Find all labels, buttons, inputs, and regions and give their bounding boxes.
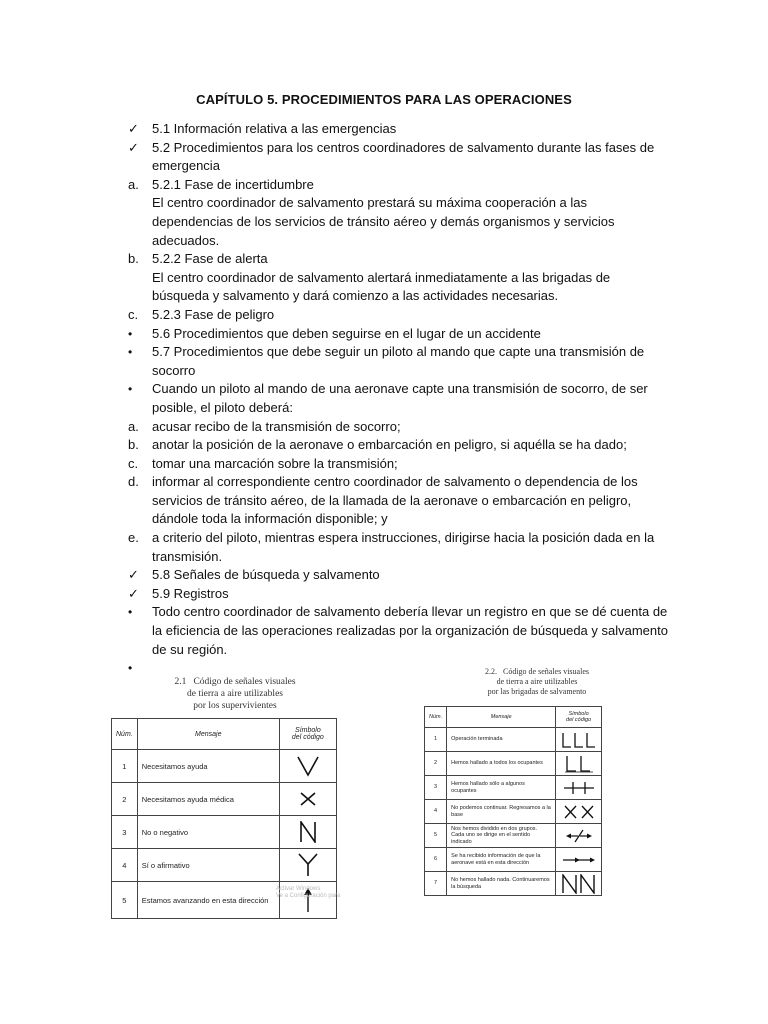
split-arrows-symbol-icon [556,824,602,848]
list-item: ✓ 5.9 Registros [128,585,668,604]
list-item: a. acusar recibo de la transmisión de socorro; [128,418,401,434]
table2-rescue-codes [424,706,602,896]
bullet-icon: • [128,382,133,397]
table-row: 5 Estamos avanzando en esta dirección [112,882,337,919]
activation-watermark: Activar Windows Ve a Configuración para [276,886,341,899]
paragraph: El centro coordinador de salvamento prestará su máxima cooperación a las dependencias de los servicios de tránsito aéreo y demás organismos y servicios adecuados. [152,195,615,248]
list-item: a. 5.2.1 Fase de incertidumbre [128,176,314,192]
list-item: ✓ 5.8 Señales de búsqueda y salvamento [128,566,668,585]
v-symbol-icon [279,750,336,783]
check-icon: ✓ [128,121,139,136]
lll-symbol-icon [556,728,602,752]
list-item: • 5.6 Procedimientos que deben seguirse en el lugar de un accidente [128,325,668,344]
table-row: 3 No o negativo [112,816,337,849]
bullet-icon: • [128,326,133,341]
list-item: c. tomar una marcación sobre la transmisión; [128,455,398,471]
plus-plus-symbol-icon [556,776,602,800]
list-item: e. a criterio del piloto, mientras espera instrucciones, dirigirse hacia la posición dada en la transmisión. [128,530,655,564]
bullet-icon: • [128,661,133,676]
ll-symbol-icon [556,752,602,776]
table1-caption: 2.1 Código de señales visuales de tierra a aire utilizables por los supervivientes [174,677,296,711]
table-row: 2 Hemos hallado a todos los ocupantes [425,752,602,776]
check-icon: ✓ [128,585,139,601]
header-message: Mensaje [447,707,556,728]
table2-caption: 2.2. Código de señales visuales de tierra a aire utilizables por las brigadas de salvamento [485,667,589,696]
bullet-icon: • [128,605,133,620]
table-row: 6 Se ha recibido información de que la aeronave está en esta dirección [425,848,602,872]
table-header-row [425,707,602,728]
paragraph: El centro coordinador de salvamento alertará inmediatamente a las brigadas de búsqueda y salvamento y dará comienzo a las actividades necesarias. [152,269,611,304]
nn-symbol-icon [556,872,602,896]
list-item: b. 5.2.2 Fase de alerta [128,251,268,267]
table-row: 2 Necesitamos ayuda médica [112,783,337,816]
header-symbol: Símbolo del código [556,707,602,728]
header-symbol: Símbolo del código [279,719,336,750]
list-item: d. informar al correspondiente centro coordinador de salvamento o dependencia de los servicios de tránsito aéreo, de la llamada de la aeronave o embarcación en peligro, dándole toda la información disponible; y [128,474,638,527]
table-row: 4 No podemos continuar. Regresamos a la base [425,800,602,824]
document-title: CAPÍTULO 5. PROCEDIMIENTOS PARA LAS OPERACIONES [196,92,572,107]
table-row: 3 Hemos hallado sólo a algunos ocupantes [425,776,602,800]
check-icon: ✓ [128,567,139,583]
list-item: c. 5.2.3 Fase de peligro [128,306,275,322]
header-num: Núm. [112,719,138,750]
double-arrow-right-symbol-icon [556,848,602,872]
list-item: • Todo centro coordinador de salvamento debería llevar un registro en que se dé cuenta de la eficiencia de las operaciones realizadas por la organización de búsqueda y salvamento de su región. [128,604,668,657]
table-header-row [112,719,337,750]
list-item: b. anotar la posición de la aeronave o embarcación en peligro, si aquélla se ha dado; [128,437,627,453]
header-message: Mensaje [137,719,279,750]
x-symbol-icon [279,783,336,816]
y-symbol-icon [279,849,336,882]
check-icon: ✓ [128,139,139,155]
header-num: Núm. [425,707,447,728]
table-row: 1 Operación terminada [425,728,602,752]
list-item: ✓ 5.1 Información relativa a las emergencias [128,120,668,139]
list-item: • 5.7 Procedimientos que debe seguir un piloto al mando que capte una transmisión de socorro [128,344,645,378]
table-row: 5 Nos hemos dividido en dos grupos. Cada uno se dirige en el sentido indicado [425,824,602,848]
bullet-icon: • [128,345,133,360]
list-item: • Cuando un piloto al mando de una aeronave capte una transmisión de socorro, de ser posible, el piloto deberá: [128,381,648,415]
xx-symbol-icon [556,800,602,824]
n-symbol-icon [279,816,336,849]
list-item: ✓ 5.2 Procedimientos para los centros coordinadores de salvamento durante las fases de emergencia [128,139,655,174]
document-body [128,120,668,678]
table-row: 4 Sí o afirmativo [112,849,337,882]
table-row: 1 Necesitamos ayuda [112,750,337,783]
table-row: 7 No hemos hallado nada. Continuaremos la búsqueda [425,872,602,896]
